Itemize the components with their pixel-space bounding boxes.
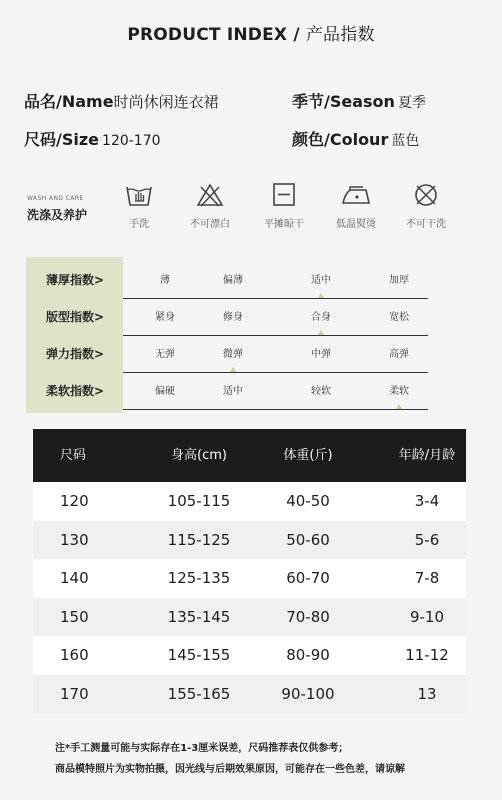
name-value: 时尚休闲连衣裙 — [113, 93, 219, 111]
scale-option: 偏硬 — [155, 386, 175, 397]
scale-line — [123, 409, 428, 410]
hand-wash-icon — [124, 181, 154, 209]
note-line-2: 商品模特照片为实物拍摄，因光线与后期效果原因，可能存在一些色差，请谅解 — [55, 764, 405, 775]
title-cn: 产品指数 — [305, 25, 375, 45]
care-item-iron-low — [326, 181, 386, 230]
cell-age: 3-4 — [414, 492, 440, 510]
cell-size: 160 — [60, 646, 89, 664]
scale-option: 无弹 — [155, 349, 175, 360]
scale-row — [26, 262, 428, 299]
cell-age: 9-10 — [409, 607, 445, 626]
info-color — [292, 127, 419, 150]
scale-option: 柔软 — [389, 386, 409, 397]
care-label: 手洗 — [129, 219, 149, 230]
table-row — [33, 636, 466, 675]
scale-option: 加厚 — [389, 275, 409, 286]
index-scales — [26, 257, 428, 413]
scale-row — [26, 336, 428, 373]
table-row — [33, 482, 466, 521]
header-height: 身高(cm) — [171, 448, 227, 463]
cell-size: 140 — [60, 569, 89, 587]
scale-option: 高弹 — [389, 349, 409, 360]
color-label: 颜色/Colour — [292, 130, 389, 149]
scale-title: 版型指数> — [46, 310, 105, 324]
name-label: 品名/Name — [24, 92, 114, 111]
scale-row — [26, 373, 428, 410]
info-size — [24, 127, 161, 150]
cell-weight: 50-60 — [286, 530, 330, 549]
notes — [55, 738, 405, 780]
scale-option: 适中 — [311, 275, 331, 286]
no-dry-clean-icon — [411, 181, 441, 209]
scale-selected-marker — [318, 330, 324, 335]
season-value: 夏季 — [397, 95, 426, 111]
iron-low-icon — [340, 181, 372, 209]
size-table-header — [33, 429, 466, 482]
scale-row — [26, 299, 428, 336]
info-name — [24, 89, 219, 112]
no-bleach-icon — [195, 181, 225, 209]
scale-option: 偏薄 — [223, 275, 243, 286]
cell-weight: 40-50 — [286, 492, 330, 510]
table-row — [33, 521, 466, 560]
title-en: PRODUCT INDEX / — [127, 25, 300, 45]
cell-size: 170 — [60, 684, 89, 703]
care-item-no-bleach — [180, 181, 240, 230]
scale-title: 柔软指数> — [46, 384, 105, 398]
scale-option: 薄 — [160, 275, 170, 286]
care-item-hand-wash — [109, 181, 169, 230]
cell-age: 7-8 — [414, 569, 440, 587]
wash-care-cn: 洗涤及养护 — [27, 208, 88, 222]
cell-height: 145-155 — [167, 646, 231, 664]
size-value: 120-170 — [102, 133, 161, 149]
wash-care-label — [27, 195, 87, 223]
size-table-body — [33, 482, 466, 713]
cell-age: 5-6 — [414, 530, 440, 549]
dry-flat-icon — [269, 181, 299, 209]
scale-selected-marker — [230, 367, 236, 372]
scale-option: 宽松 — [389, 312, 409, 323]
scale-option: 较软 — [311, 386, 331, 397]
care-item-no-dry-clean — [396, 181, 456, 230]
scale-option: 合身 — [311, 312, 331, 323]
cell-size: 130 — [60, 530, 89, 549]
cell-height: 135-145 — [167, 607, 231, 626]
cell-age: 11-12 — [405, 646, 449, 664]
wash-care-en: WASH AND CARE — [27, 195, 84, 202]
size-table — [33, 429, 466, 713]
table-row — [33, 675, 466, 714]
care-label: 平摊晾干 — [264, 219, 304, 230]
cell-height: 115-125 — [167, 530, 231, 549]
cell-weight: 80-90 — [286, 646, 330, 664]
header-size: 尺码 — [60, 448, 87, 463]
scale-title: 薄厚指数> — [46, 273, 105, 287]
scale-selected-marker — [318, 293, 324, 298]
table-row — [33, 559, 466, 598]
size-label: 尺码/Size — [24, 130, 100, 149]
scale-option: 微弹 — [223, 349, 243, 360]
cell-height: 155-165 — [167, 684, 231, 703]
cell-height: 105-115 — [167, 492, 231, 510]
scale-option: 修身 — [223, 312, 243, 323]
scale-selected-marker — [396, 404, 402, 409]
scale-title: 弹力指数> — [46, 347, 105, 361]
page-title — [0, 20, 502, 45]
cell-weight: 60-70 — [286, 569, 330, 587]
header-age: 年龄/月龄 — [398, 448, 456, 463]
care-label: 低温熨烫 — [336, 219, 376, 230]
cell-weight: 70-80 — [286, 607, 330, 626]
care-item-dry-flat — [254, 181, 314, 230]
cell-height: 125-135 — [167, 569, 231, 587]
cell-age: 13 — [417, 684, 437, 703]
table-row — [33, 598, 466, 637]
color-value: 蓝色 — [391, 133, 420, 149]
cell-weight: 90-100 — [281, 684, 335, 703]
care-label: 不可干洗 — [406, 219, 446, 230]
care-label: 不可漂白 — [190, 219, 230, 230]
season-label: 季节/Season — [292, 92, 395, 111]
cell-size: 150 — [60, 607, 89, 626]
cell-size: 120 — [60, 492, 89, 510]
scale-option: 紧身 — [155, 312, 175, 323]
scale-option: 中弹 — [311, 349, 331, 360]
scale-option: 适中 — [223, 386, 243, 397]
note-line-1: 注*手工测量可能与实际存在1-3厘米误差，尺码推荐表仅供参考； — [55, 743, 349, 754]
info-season — [292, 89, 426, 112]
header-weight: 体重(斤) — [283, 448, 333, 463]
